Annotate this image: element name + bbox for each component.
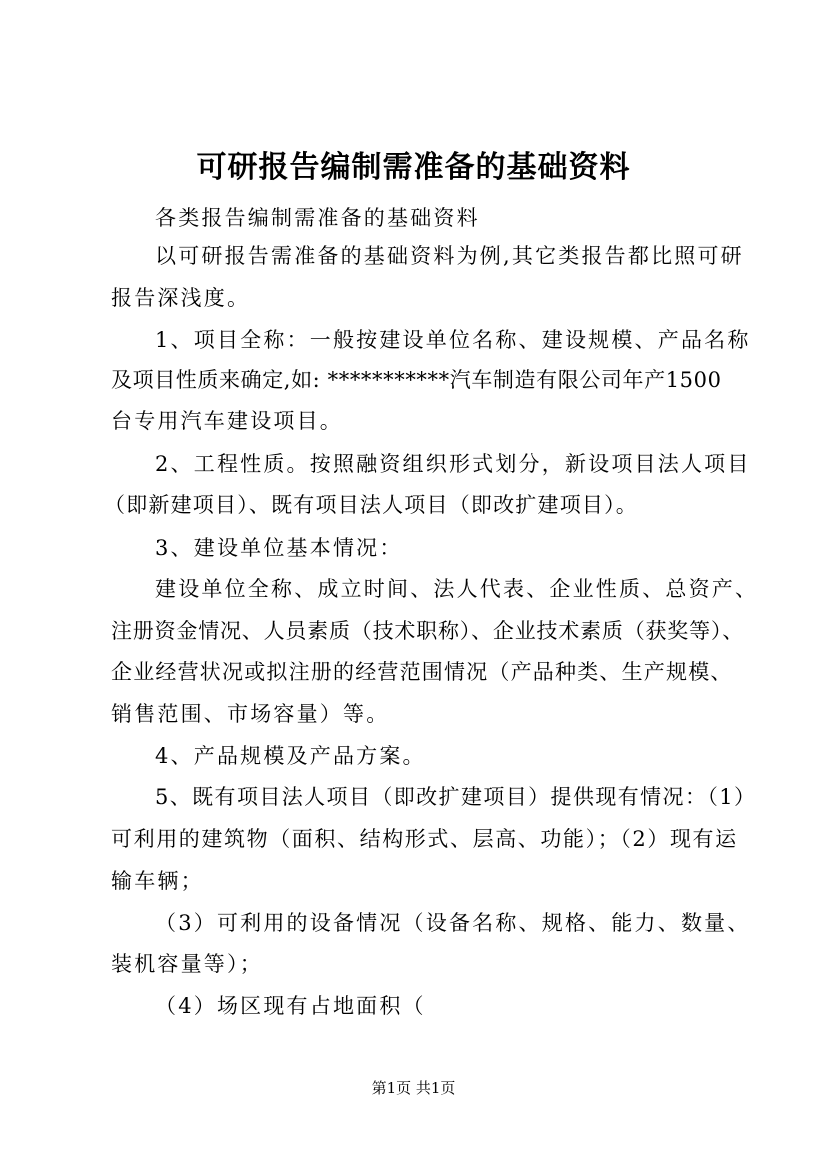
- paragraph-line: 以可研报告需准备的基础资料为例,其它类报告都比照可研: [155, 244, 744, 268]
- paragraph-line: （3）可利用的设备情况（设备名称、规格、能力、数量、: [155, 911, 751, 935]
- paragraph-line: 1、项目全称：一般按建设单位名称、建设规模、产品名称: [155, 328, 751, 352]
- paragraph-line: 报告深浅度。: [111, 286, 251, 310]
- paragraph-line: 输车辆；: [111, 869, 204, 893]
- paragraph-line: 注册资金情况、人员素质（技术职称）、企业技术素质（获奖等）、: [111, 619, 744, 643]
- paragraph-line: 3、建设单位基本情况：: [155, 536, 403, 560]
- page-footer: 第1页 共1页: [371, 1079, 456, 1097]
- paragraph-line: 企业经营状况或拟注册的经营范围情况（产品种类、生产规模、: [111, 660, 733, 684]
- paragraph-line: （4）场区现有占地面积（: [155, 994, 426, 1018]
- paragraph-line: 建设单位全称、成立时间、法人代表、企业性质、总资产、: [155, 577, 759, 601]
- paragraph-line: 及项目性质来确定,如: ***********汽车制造有限公司年产1500: [111, 368, 722, 392]
- paragraph-line: 5、既有项目法人项目（即改扩建项目）提供现有情况：（1）: [155, 785, 757, 809]
- document-title: 可研报告编制需准备的基础资料: [196, 150, 631, 185]
- paragraph-line: 台专用汽车建设项目。: [111, 409, 343, 433]
- paragraph-line: 2、工程性质。按照融资组织形式划分，新设项目法人项目: [155, 452, 751, 476]
- paragraph-line: 可利用的建筑物（面积、结构形式、层高、功能）；（2）现有运: [111, 827, 738, 851]
- paragraph-line: 装机容量等）；: [111, 952, 263, 976]
- paragraph-line: （即新建项目）、既有项目法人项目（即改扩建项目）。: [104, 493, 638, 517]
- paragraph-line: 4、产品规模及产品方案。: [155, 744, 426, 768]
- paragraph-line: 各类报告编制需准备的基础资料: [155, 206, 480, 230]
- paragraph-line: 销售范围、市场容量）等。: [111, 702, 390, 726]
